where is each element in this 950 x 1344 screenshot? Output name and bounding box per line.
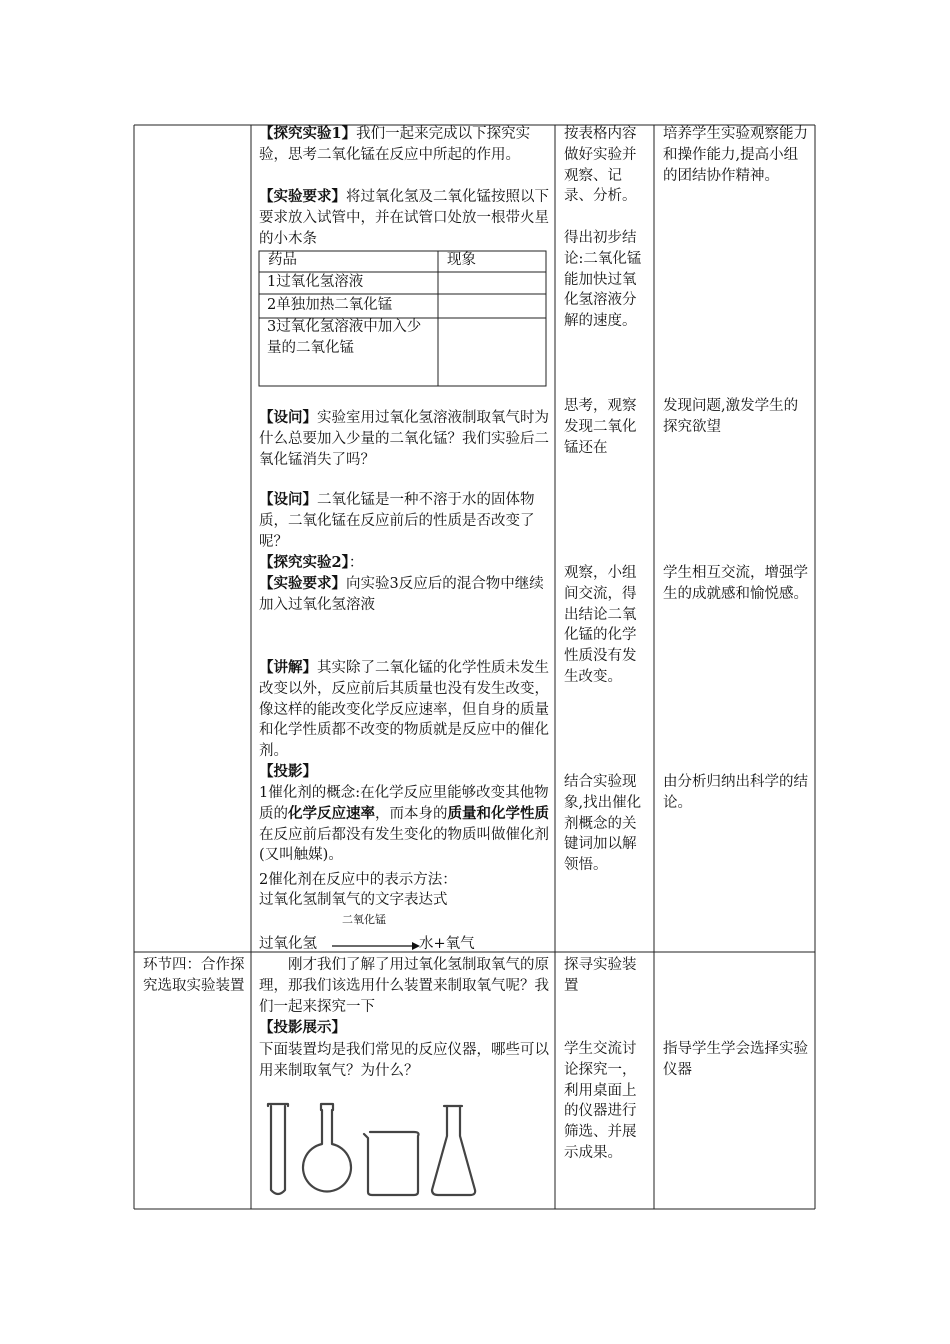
col4-conclusion: 由分析归纳出科学的结论。 <box>663 774 808 811</box>
exp1-title: 【探究实验1】 <box>259 125 357 142</box>
row2-col3-seek: 探寻实验装置 <box>564 957 637 994</box>
test-tube-icon <box>268 1104 288 1194</box>
concept-part-3: 在反应前后都没有发生变化的物质叫做催化剂(又叫触媒)。 <box>259 826 549 864</box>
row2-col4-guide: 指导学生学会选择实验仪器 <box>663 1041 808 1078</box>
projection-title: 【投影】 <box>259 763 317 780</box>
explain-title: 【讲解】 <box>259 659 317 676</box>
round-bottom-flask-icon <box>303 1104 351 1191</box>
col3-observe-record: 按表格内容做好实验并观察、记录、分析。 <box>564 126 637 205</box>
row2-question: 下面装置均是我们常见的反应仪器，哪些可以用来制取氧气？为什么？ <box>259 1042 549 1079</box>
col3-think-observe: 思考，观察发现二氧化锰还在 <box>564 398 637 456</box>
exp2-title: 【探究实验2】 <box>259 554 349 571</box>
req2-title: 【实验要求】 <box>259 575 346 592</box>
concept-part-1: 1催化剂的概念:在化学反应里能够改变其他物质的 <box>259 785 549 822</box>
equation-arrow <box>332 938 420 952</box>
req1-title: 【实验要求】 <box>259 188 346 205</box>
equation-reactant: 过氧化氢 <box>259 936 317 952</box>
q2-title: 【设问】 <box>259 491 317 508</box>
proj-display-title: 【投影展示】 <box>259 1019 346 1036</box>
exp1-text: 我们一起来完成以下探究实验，思考二氧化锰在反应中所起的作用。 <box>259 126 531 163</box>
req2-paragraph <box>259 574 551 616</box>
stage-four-label: 环节四：合作探究选取实验装置 <box>143 957 245 994</box>
q2-text: 二氧化锰是一种不溶于水的固体物质，二氧化锰在反应前后的性质是否改变了呢？ <box>259 492 535 550</box>
equation-product: 水+氧气 <box>419 936 475 952</box>
q2-paragraph <box>259 490 551 552</box>
beaker-icon <box>364 1132 419 1195</box>
exp2-paragraph <box>259 553 551 574</box>
row2-intro: 刚才我们了解了用过氧化氢制取氧气的原理，那我们该选用什么装置来制取氧气呢？我们一起来探究一下 <box>259 957 549 1015</box>
concept-bold-rate: 化学反应速率 <box>288 804 375 822</box>
row2-col3-discuss: 学生交流讨论探究一，利用桌面上的仪器进行筛选、并展示成果。 <box>564 1041 637 1161</box>
concept-bold-mass: 质量和化学性质 <box>447 804 549 822</box>
conical-flask-icon <box>432 1106 475 1195</box>
q1-text: 实验室用过氧化氢溶液制取氧气时为什么总要加入少量的二氧化锰？我们实验后二氧化锰消失了吗？ <box>259 410 549 468</box>
req1-text: 将过氧化氢及二氧化锰按照以下要求放入试管中，并在试管口处放一根带火星的小木条 <box>259 189 549 247</box>
q1-title: 【设问】 <box>259 409 317 426</box>
col3-group-exchange: 观察，小组间交流，得出结论二氧化锰的化学性质没有发生改变。 <box>564 565 637 685</box>
concept-part-2: ，而本身的 <box>375 805 448 822</box>
inner-row-1: 1过氧化氢溶液 <box>267 274 364 290</box>
explain-paragraph <box>259 658 551 762</box>
inner-header-phenomenon: 现象 <box>447 252 476 268</box>
exp1-paragraph <box>259 124 551 166</box>
q1-paragraph <box>259 408 551 470</box>
req1-paragraph <box>259 187 551 249</box>
method-line-2: 过氧化氢制氧气的文字表达式 <box>259 892 448 908</box>
catalyst-concept <box>259 783 551 866</box>
col4-inquiry: 发现问题,激发学生的探究欲望 <box>663 398 799 435</box>
method-line-1: 2催化剂在反应中的表示方法： <box>259 872 457 888</box>
equation-catalyst: 二氧化锰 <box>342 913 386 926</box>
exp2-suffix: ： <box>348 555 364 571</box>
req2-text: 向实验3反应后的混合物中继续加入过氧化氢溶液 <box>259 576 544 613</box>
explain-text: 其实除了二氧化锰的化学性质未发生改变以外，反应前后其质量也没有发生改变，像这样的能改变化学反应速率，但自身的质量和化学性质都不改变的物质就是反应中的催化剂。 <box>259 660 549 760</box>
inner-header-drug: 药品 <box>268 252 297 268</box>
col3-initial-conclusion: 得出初步结论:二氧化锰能加快过氧化氢溶液分解的速度。 <box>564 230 642 330</box>
col3-keyword: 结合实验现象,找出催化剂概念的关键词加以解领悟。 <box>564 774 642 874</box>
inner-row-3: 3过氧化氢溶液中加入少量的二氧化锰 <box>267 319 422 356</box>
inner-row-2: 2单独加热二氧化锰 <box>267 297 393 313</box>
apparatus-drawings <box>262 1098 492 1202</box>
col4-ability: 培养学生实验观察能力和操作能力,提高小组的团结协作精神。 <box>663 126 808 184</box>
col4-achievement: 学生相互交流，增强学生的成就感和愉悦感。 <box>663 565 808 602</box>
